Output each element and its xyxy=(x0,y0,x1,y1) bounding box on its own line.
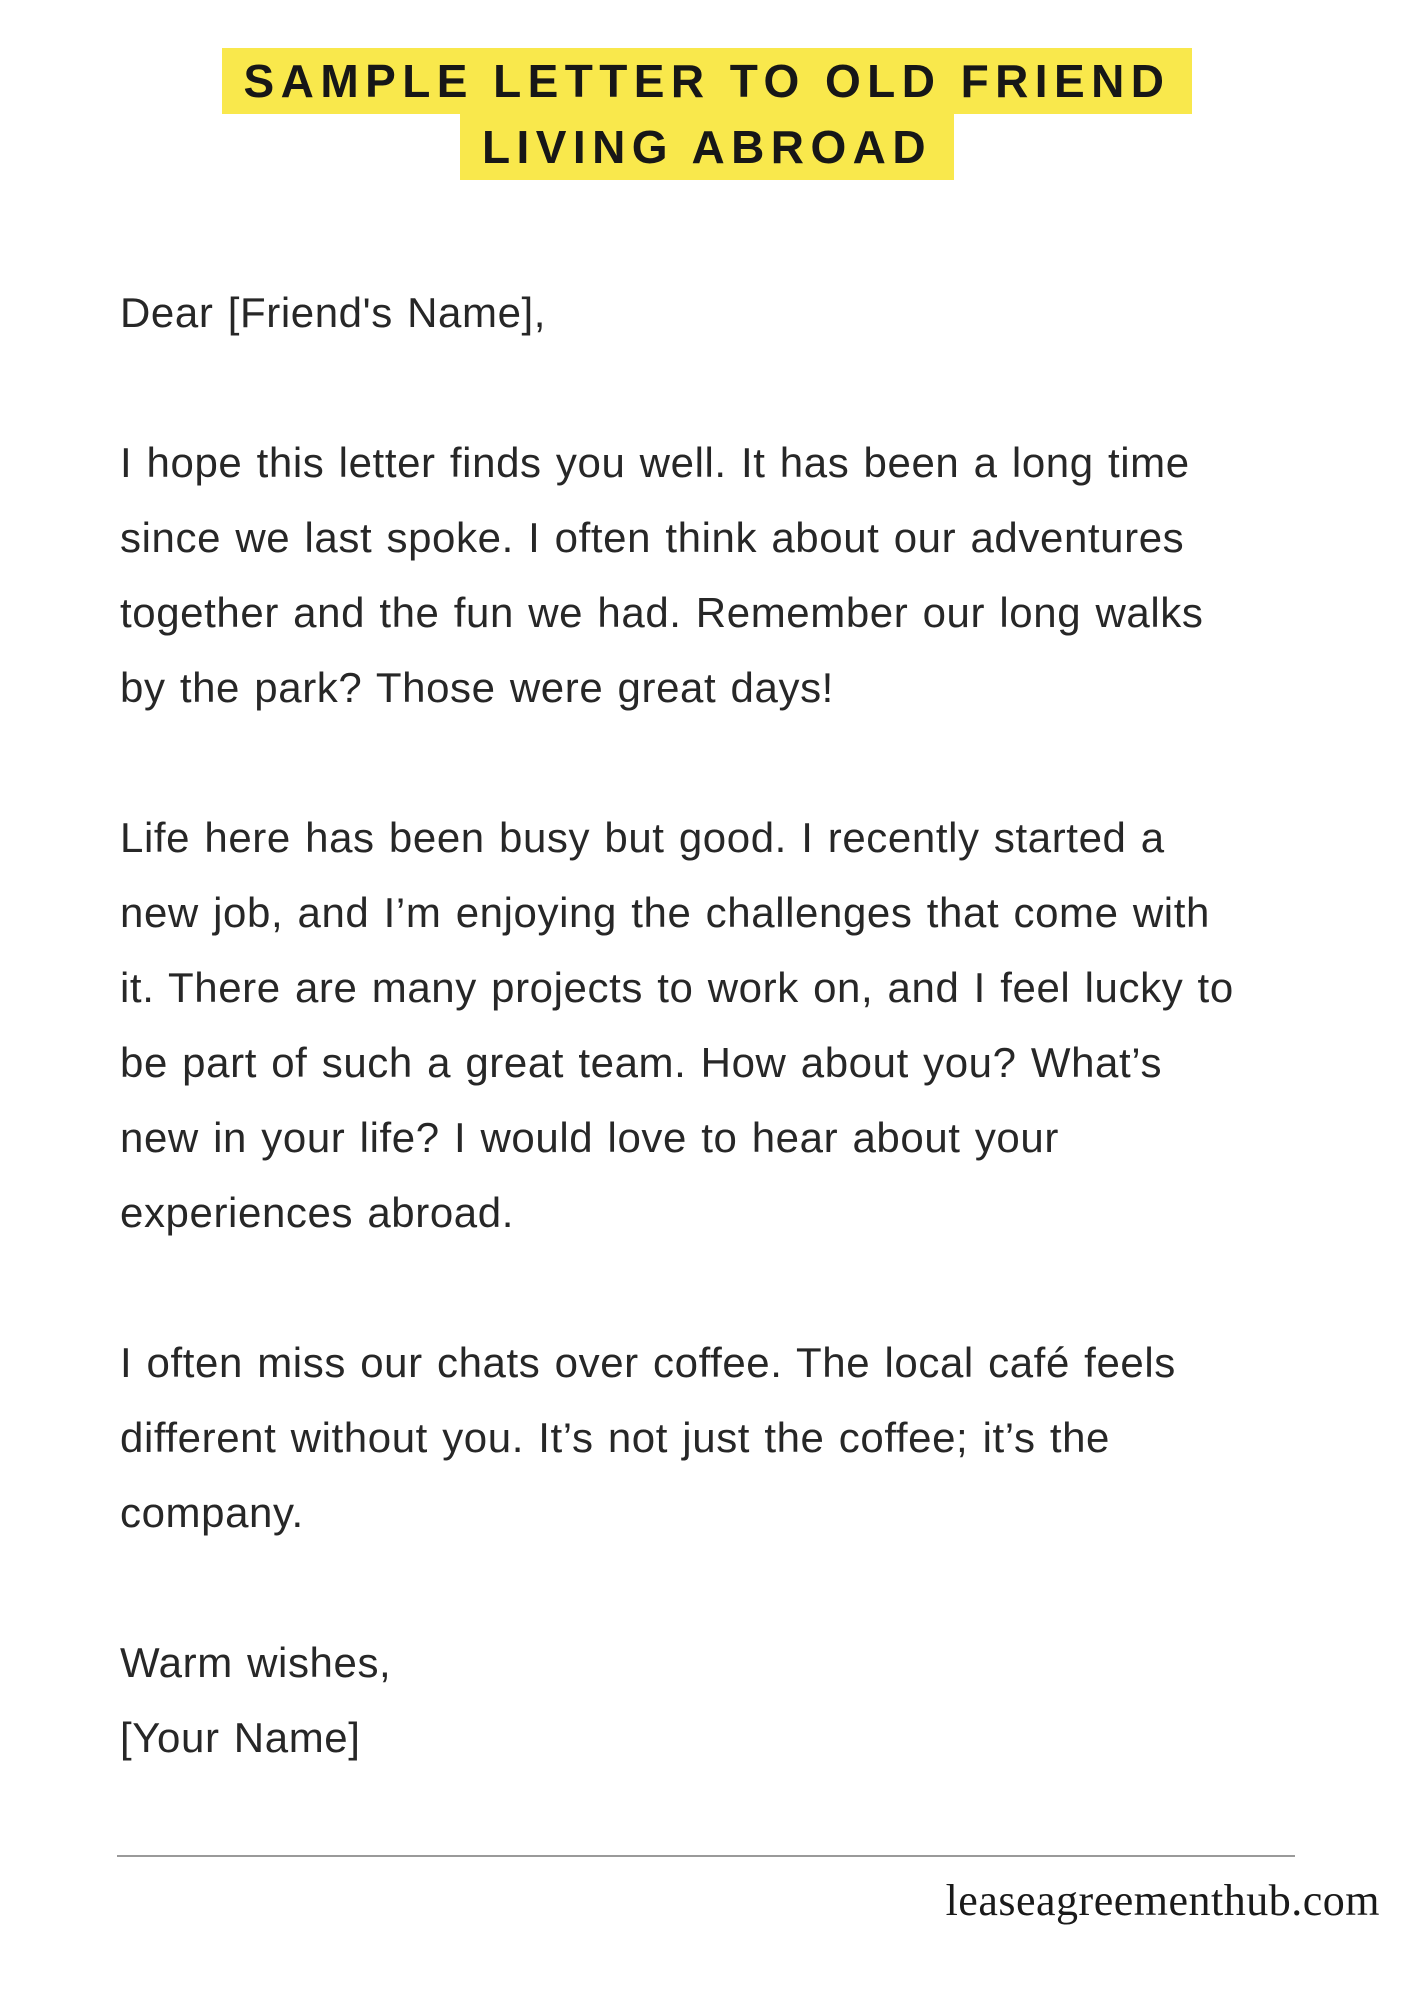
paragraph-line: by the park? Those were great days! xyxy=(120,664,834,711)
paragraph-line: new in your life? I would love to hear about your xyxy=(120,1114,1059,1161)
footer-divider xyxy=(117,1855,1295,1857)
salutation-line: Dear [Friend's Name], xyxy=(120,289,547,336)
page-footer xyxy=(0,1855,1414,1926)
paragraph-line: Life here has been busy but good. I recently started a xyxy=(120,814,1165,861)
paragraph-line: I often miss our chats over coffee. The local café feels xyxy=(120,1339,1176,1386)
paragraph-line: be part of such a great team. How about you? What’s xyxy=(120,1039,1163,1086)
paragraph-line: I hope this letter finds you well. It has been a long time xyxy=(120,439,1190,486)
footer-website: leaseagreementhub.com xyxy=(945,1876,1380,1925)
closing xyxy=(120,1625,1314,1775)
paragraph-line: experiences abroad. xyxy=(120,1189,514,1236)
closing-line: Warm wishes, xyxy=(120,1639,392,1686)
salutation xyxy=(120,275,1314,350)
paragraph-3 xyxy=(120,1325,1314,1550)
paragraph-line: since we last spoke. I often think about our adventures xyxy=(120,514,1185,561)
paragraph-line: different without you. It’s not just the coffee; it’s the xyxy=(120,1414,1111,1461)
title-line-1: SAMPLE LETTER TO OLD FRIEND xyxy=(222,48,1193,114)
title-line-2: LIVING ABROAD xyxy=(460,114,954,180)
page-title xyxy=(0,0,1414,180)
paragraph-line: together and the fun we had. Remember our long walks xyxy=(120,589,1204,636)
letter-body xyxy=(120,275,1314,1775)
paragraph-line: new job, and I’m enjoying the challenges that come with xyxy=(120,889,1210,936)
paragraph-2 xyxy=(120,800,1314,1250)
paragraph-1 xyxy=(120,425,1314,725)
paragraph-line: it. There are many projects to work on, and I feel lucky to xyxy=(120,964,1234,1011)
signature-placeholder: [Your Name] xyxy=(120,1714,361,1761)
paragraph-line: company. xyxy=(120,1489,304,1536)
